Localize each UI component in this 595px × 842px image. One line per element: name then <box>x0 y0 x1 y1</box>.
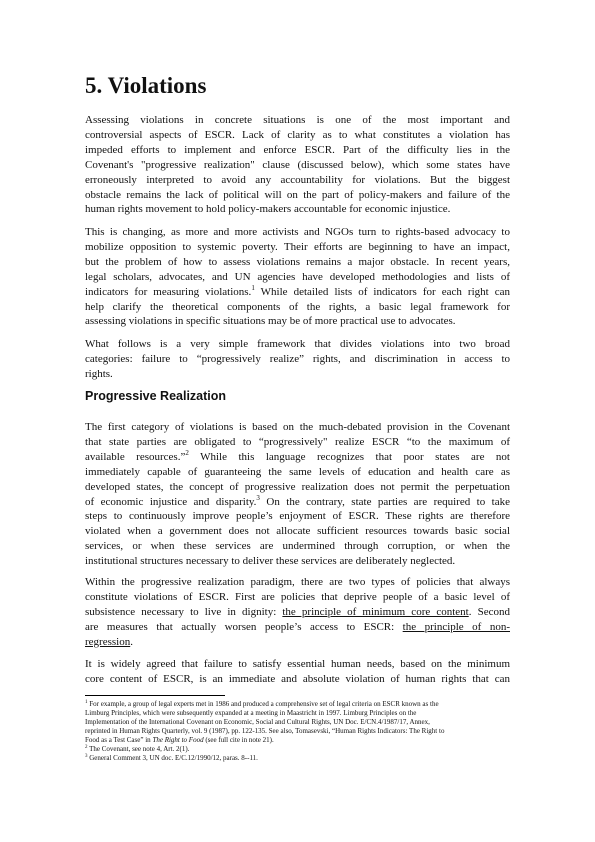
paragraph-progressive-paradigm <box>85 575 510 650</box>
text-line: institutional structures necessary to deliver these services are deliberately neglected. <box>85 555 456 568</box>
text-segment: indicators for measuring violations. <box>85 285 252 298</box>
paragraph-framework <box>85 337 510 382</box>
text-line: legal scholars, advocates, and UN agencies have developed methodologies and lists of <box>85 270 510 283</box>
section-heading: Progressive Realization <box>85 389 227 403</box>
footnote-ref-3[interactable]: 3 <box>256 493 260 502</box>
footnote-1-line: Implementation of the International Covenant on Economic, Social and Cultural Rights, UN Doc. E/CN.4/1987/17, Annex, <box>85 718 430 726</box>
text-line: The first category of violations is based on the much-debated provision in the Covenant <box>85 421 510 433</box>
text-line: that state parties are obligated to “progressively" realize ESCR “to the maximum of <box>85 435 510 448</box>
principle-non-regression-link-cont[interactable]: regression <box>85 635 131 648</box>
text-line: rights. <box>85 367 113 380</box>
text-line: controversial aspects of ESCR. Lack of clarity as to what constitutes a violation has <box>85 128 510 141</box>
text-segment: Food as a Test Case” in <box>85 736 153 744</box>
text-line: obstacle remains the lack of political will on the part of policy-makers and failure of the <box>85 188 510 201</box>
text-line: core content of ESCR, is an immediate and absolute violation of human rights that can <box>85 672 510 685</box>
text-line <box>85 495 510 510</box>
text-line: immediately capable of guaranteeing the same levels of education and health care as <box>85 465 510 478</box>
footnote-ref-2[interactable]: 2 <box>185 448 189 457</box>
paragraph-essential-needs <box>85 657 510 687</box>
footnote-1-line: Limburg Principles, which were subsequently expanded at a meeting in Maastricht in 1997. Limburg Principles on the <box>85 709 417 717</box>
footnote-number: 1 <box>85 700 88 705</box>
footnote-ref-1[interactable]: 1 <box>251 283 255 292</box>
paragraph-first-category <box>85 420 510 569</box>
text-line: assessing violations in specific situations may be of more practical use to advocates. <box>85 315 456 328</box>
text-line: categories: failure to “progressively realize” rights, and discrimination in access to <box>85 352 510 365</box>
text-line: It is widely agreed that failure to satisfy essential human needs, based on the minimum <box>85 658 510 670</box>
text-line <box>85 635 510 650</box>
text-line: Assessing violations in concrete situations is one of the most important and <box>85 114 510 126</box>
text-segment: General Comment 3, UN doc. E/C.12/1990/12, paras. 8--11. <box>87 754 258 762</box>
text-line: steps to continuously improve people’s enjoyment of ESCR. These rights are therefore <box>85 510 510 523</box>
footnote-divider <box>85 695 225 696</box>
text-segment: For example, a group of legal experts met in 1986 and produced a comprehensive set of legal criteria on ESCR known as the <box>87 700 439 708</box>
text-segment: On the contrary, state parties are required to take <box>259 495 510 508</box>
text-line: help clarify the theoretical components of the rights, a basic legal framework for <box>85 300 510 313</box>
text-line: Covenant's "progressive realization" clause (discussed below), which some states have <box>85 158 510 171</box>
text-line: constitute violations of ESCR. First are policies that deprive people of a basic level of <box>85 590 510 603</box>
paragraph-changing-advocacy <box>85 225 510 329</box>
text-line: What follows is a very simple framework that divides violations into two broad <box>85 338 510 350</box>
text-segment: are measures that actually worsen people’s access to ESCR: <box>85 620 403 633</box>
footnote-1-line: reprinted in Human Rights Quarterly, vol. 9 (1987), pp. 122-135. See also, Tomasevski, “Human Rights Indicators: The Right to <box>85 727 445 735</box>
paragraph-assessing-violations <box>85 113 510 217</box>
text-segment: . <box>130 635 133 648</box>
text-line: developed states, the concept of progressive realization does not permit the perpetuation <box>85 480 510 493</box>
text-segment: While this language recognizes that poor states are not <box>188 450 510 463</box>
text-segment: (see full cite in note 21). <box>203 736 274 744</box>
text-segment: . Second <box>468 605 510 618</box>
footnote-1-line <box>85 736 510 745</box>
principle-minimum-core-link[interactable]: the principle of minimum core content <box>282 605 469 618</box>
text-segment: available resources.” <box>85 450 186 463</box>
text-line: violated when a government does not allocate sufficient resources towards basic social <box>85 525 510 538</box>
text-line: Within the progressive realization paradigm, there are two types of policies that always <box>85 576 510 588</box>
text-segment: subsistence necessary to live in dignity: <box>85 605 283 618</box>
text-line: erroneously interpreted to avoid any accountability for violations. But the biggest <box>85 173 510 186</box>
text-line: This is changing, as more and more activists and NGOs turn to rights-based advocacy to <box>85 226 510 238</box>
principle-non-regression-link[interactable]: the principle of non- <box>402 620 510 633</box>
page-title: 5. Violations <box>85 73 207 98</box>
footnote-number: 3 <box>85 754 88 759</box>
text-line: human rights movement to hold policy-makers accountable for economic injustice. <box>85 203 451 216</box>
text-line <box>85 620 510 635</box>
text-segment: While detailed lists of indicators for each right can <box>254 285 510 298</box>
footnotes <box>85 700 510 763</box>
footnote-1-line <box>85 700 510 709</box>
text-line <box>85 450 510 465</box>
footnote-2 <box>85 745 510 754</box>
text-line <box>85 285 510 300</box>
text-line: but the problem of how to assess violations remains a major obstacle. In recent years, <box>85 255 510 268</box>
text-line: mobilize opposition to systemic poverty. Their efforts are beginning to have an impact, <box>85 240 510 253</box>
footnote-number: 2 <box>85 745 88 750</box>
text-segment: of economic injustice and disparity. <box>85 495 257 508</box>
book-title: The Right to Food <box>152 736 204 744</box>
footnote-3 <box>85 754 510 763</box>
text-line: impeded efforts to implement and enforce ESCR. Part of the difficulty lies in the <box>85 143 510 156</box>
text-line: services, or when these services are undermined through corruption, or when the <box>85 540 510 553</box>
text-line <box>85 605 510 620</box>
text-segment: The Covenant, see note 4, Art. 2(1). <box>87 745 190 753</box>
